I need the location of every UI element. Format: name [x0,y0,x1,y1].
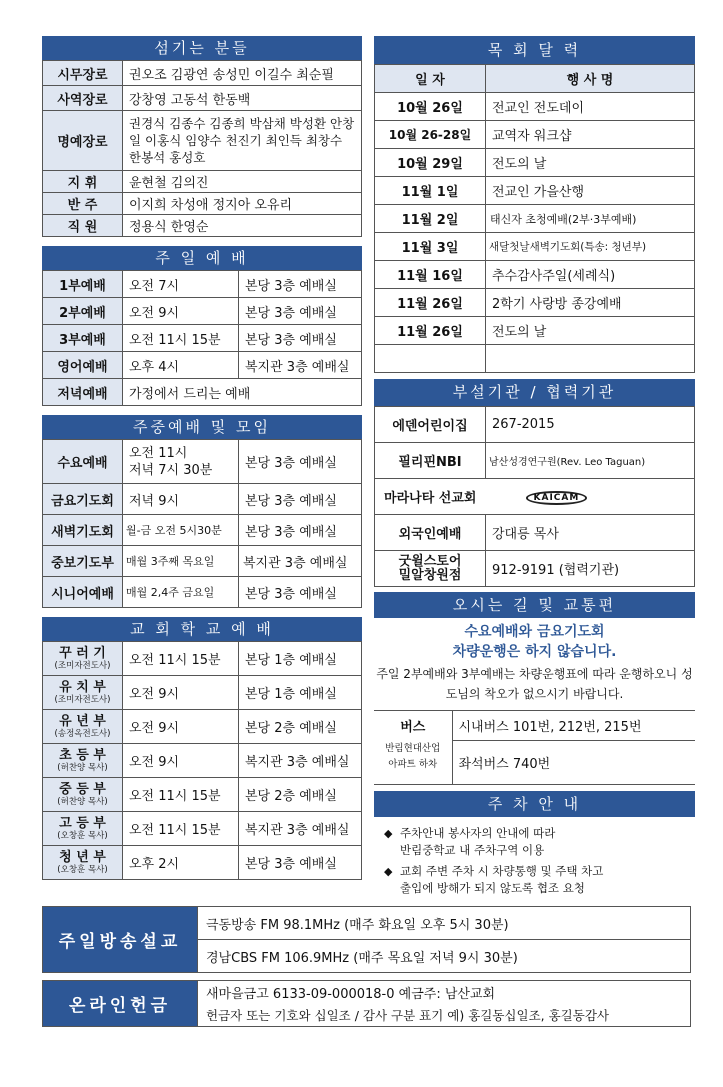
broadcast-line: 경남CBS FM 106.9MHz (매주 목요일 저녁 9시 30분) [198,940,691,973]
dept-leader: (오창훈 목사) [57,864,108,875]
event-date: 11월 26일 [375,317,486,345]
table-row [43,111,362,171]
event-name: 새달첫날새벽기도회(특송: 청년부) [486,233,695,261]
calendar-table [374,64,695,373]
dept-place: 본당 3층 예배실 [239,846,362,880]
seat-bus: 좌석버스 740번 [452,741,695,785]
event-name: 전도의 날 [486,317,695,345]
event-date: 10월 26-28일 [375,121,486,149]
directions-title: 오시는 길 및 교통편 [374,592,695,618]
servers-value: 권경식 김종수 김종희 박삼채 박성환 안창일 이홍식 임양수 천진기 최인득 최창수 한봉석 홍성호 [123,111,362,171]
table-row [375,149,695,177]
table-row [375,317,695,345]
sunday-table [42,270,362,406]
meeting-place: 본당 3층 예배실 [239,484,362,515]
meeting-label: 새벽기도회 [43,515,123,546]
dept-name: 꾸 러 기 [59,645,106,661]
broadcast-label: 주일방송설교 [43,907,198,973]
dept-leader: (조미자전도사) [54,694,111,705]
servers-label: 직 원 [43,215,123,237]
dept-label [43,744,123,778]
meeting-time: 매월 3주째 목요일 [123,546,239,577]
city-bus: 시내버스 101번, 212번, 215번 [452,711,695,741]
dept-place: 본당 1층 예배실 [239,642,362,676]
event-name: 태신자 초청예배(2부·3부예배) [486,205,695,233]
affiliates-table [374,406,695,587]
meeting-place: 복지관 3층 예배실 [239,546,362,577]
calendar-col-date: 일 자 [375,65,486,93]
event-name: 전교인 가을산행 [486,177,695,205]
list-item [384,863,689,897]
table-row [43,379,362,406]
affiliate-value: 남산성경연구원(Rev. Leo Taguan) [486,443,695,479]
table-row [43,440,362,484]
directions-desc: 주일 2부예배와 3부예배는 차량운행표에 따라 운행하오니 성도님의 착오가 없으시기 바랍니다. [376,667,693,701]
dept-name: 고 등 부 [59,815,106,831]
dept-place: 본당 1층 예배실 [239,676,362,710]
dept-name: 초 등 부 [59,747,106,763]
worship-label: 영어예배 [43,352,123,379]
worship-place: 본당 3층 예배실 [239,298,362,325]
dept-time: 오전 9시 [123,710,239,744]
table-row [43,86,362,111]
table-row [43,907,691,940]
bus-table [374,710,695,785]
event-date: 11월 3일 [375,233,486,261]
event-name [486,345,695,373]
parking-title: 주 차 안 내 [374,791,695,817]
servers-title: 섬기는 분들 [42,36,362,60]
table-row [375,93,695,121]
directions-body [374,618,695,704]
affiliate-label: 마라나타 선교회 [375,479,486,515]
event-date [375,345,486,373]
dept-label [43,778,123,812]
event-date: 11월 26일 [375,289,486,317]
bus-label: 버스 [374,711,452,741]
dept-time: 오전 9시 [123,676,239,710]
bus-stop: 반림현대산업 아파트 하차 [374,741,452,785]
dept-label [43,642,123,676]
dept-label [43,676,123,710]
table-row [43,484,362,515]
dept-name: 중 등 부 [59,781,106,797]
worship-place: 복지관 3층 예배실 [239,352,362,379]
dept-time: 오후 2시 [123,846,239,880]
dept-leader: (허찬양 목사) [57,796,108,807]
dept-place: 복지관 3층 예배실 [239,812,362,846]
meeting-label: 금요기도회 [43,484,123,515]
parking-body [374,817,695,901]
right-column [374,36,695,901]
worship-time: 오전 11시 15분 [123,325,239,352]
table-row [43,744,362,778]
school-table [42,641,362,880]
table-row [43,215,362,237]
servers-label: 지 휘 [43,171,123,193]
offering-table [42,980,691,1027]
table-row [374,711,695,741]
table-row [43,271,362,298]
worship-place: 본당 3층 예배실 [239,325,362,352]
event-date: 11월 16일 [375,261,486,289]
affiliate-label: 외국인예배 [375,515,486,551]
table-row [375,233,695,261]
diamond-bullet-icon: ◆ [384,865,393,878]
table-row [374,741,695,785]
list-item [384,825,689,859]
table-row [43,325,362,352]
table-row [375,515,695,551]
table-row [375,261,695,289]
servers-value: 강창영 고동석 한동백 [123,86,362,111]
dept-leader: (송정옥전도사) [54,728,111,739]
table-row [43,61,362,86]
dept-time: 오전 9시 [123,744,239,778]
dept-name: 유 년 부 [59,713,106,729]
affiliate-value: 267-2015 [486,407,695,443]
worship-time: 오전 9시 [123,298,239,325]
broadcast-table [42,906,691,973]
dept-time: 오전 11시 15분 [123,778,239,812]
meeting-place: 본당 3층 예배실 [239,515,362,546]
table-row [375,177,695,205]
event-name: 추수감사주일(세례식) [486,261,695,289]
servers-label: 반 주 [43,193,123,215]
dept-label [43,812,123,846]
meeting-label: 수요예배 [43,440,123,484]
table-row [43,981,691,1004]
worship-time: 오전 7시 [123,271,239,298]
offering-label: 온라인헌금 [43,981,198,1027]
table-row [43,710,362,744]
table-row [43,352,362,379]
event-date: 10월 29일 [375,149,486,177]
event-name: 전도의 날 [486,149,695,177]
affiliate-label: 굿윌스토어 밀알창원점 [375,551,486,587]
table-row [375,205,695,233]
table-row [43,171,362,193]
event-date: 10월 26일 [375,93,486,121]
worship-label: 저녁예배 [43,379,123,406]
table-row [375,551,695,587]
meeting-time: 매월 2,4주 금요일 [123,577,239,608]
directions-notice: 수요예배와 금요기도회 차량운행은 하지 않습니다. [452,624,617,660]
meeting-time: 저녁 9시 [123,484,239,515]
servers-value: 이지희 차성애 정지아 오유리 [123,193,362,215]
table-row [375,443,695,479]
worship-label: 1부예배 [43,271,123,298]
affiliates-title: 부설기관 / 협력기관 [374,379,695,406]
servers-table [42,60,362,237]
left-column [42,36,362,880]
offering-line: 헌금자 또는 기호와 십일조 / 감사 구분 표기 예) 홍길동십일조, 홍길동감사 [198,1004,691,1027]
servers-label: 사역장로 [43,86,123,111]
dept-leader: (오창훈 목사) [57,830,108,841]
dept-place: 본당 2층 예배실 [239,710,362,744]
event-name: 전교인 전도데이 [486,93,695,121]
affiliate-label: 필리핀NBI [375,443,486,479]
table-row [43,298,362,325]
table-row [43,778,362,812]
event-name: 2학기 사랑방 종강예배 [486,289,695,317]
calendar-title: 목 회 달 력 [374,36,695,64]
meeting-time: 월-금 오전 5시30분 [123,515,239,546]
table-row [43,515,362,546]
table-row [43,193,362,215]
kaicam-logo [526,491,588,505]
servers-label: 시무장로 [43,61,123,86]
servers-value: 정용식 한영순 [123,215,362,237]
meeting-label: 시니어예배 [43,577,123,608]
table-row [375,479,695,515]
weekday-title: 주중예배 및 모임 [42,415,362,439]
affiliate-value: 강대릉 목사 [486,515,695,551]
meeting-time: 오전 11시 저녁 7시 30분 [123,440,239,484]
sunday-title: 주 일 예 배 [42,246,362,270]
worship-place: 본당 3층 예배실 [239,271,362,298]
broadcast-line: 극동방송 FM 98.1MHz (매주 화요일 오후 5시 30분) [198,907,691,940]
parking-text: 주차안내 봉사자의 안내에 따라 반림중학교 내 주차구역 이용 [400,826,556,857]
dept-label [43,710,123,744]
table-row [43,676,362,710]
offering-line: 새마을금고 6133-09-000018-0 예금주: 남산교회 [198,981,691,1004]
table-row [375,121,695,149]
table-row [43,812,362,846]
worship-label: 3부예배 [43,325,123,352]
dept-time: 오전 11시 15분 [123,812,239,846]
table-row [375,407,695,443]
table-row [43,642,362,676]
dept-time: 오전 11시 15분 [123,642,239,676]
meeting-place: 본당 3층 예배실 [239,440,362,484]
worship-label: 2부예배 [43,298,123,325]
calendar-header-row [375,65,695,93]
affiliate-logo-cell [486,479,695,515]
servers-value: 윤현철 김의진 [123,171,362,193]
weekday-table [42,439,362,608]
diamond-bullet-icon: ◆ [384,827,393,840]
dept-leader: (조미자전도사) [54,660,111,671]
parking-text: 교회 주변 주차 시 차량통행 및 주택 차고 출입에 방해가 되지 않도록 협조 요청 [400,864,604,895]
table-row [375,345,695,373]
kaicam-logo-text: KAICAM [533,492,580,503]
dept-leader: (허찬양 목사) [57,762,108,773]
servers-label: 명예장로 [43,111,123,171]
event-date: 11월 1일 [375,177,486,205]
affiliate-label: 에덴어린이집 [375,407,486,443]
school-title: 교 회 학 교 예 배 [42,617,362,641]
table-row [43,577,362,608]
meeting-place: 본당 3층 예배실 [239,577,362,608]
worship-time: 오후 4시 [123,352,239,379]
event-date: 11월 2일 [375,205,486,233]
affiliate-value: 912-9191 (협력기관) [486,551,695,587]
dept-name: 청 년 부 [59,849,106,865]
table-row [43,546,362,577]
table-row [375,289,695,317]
dept-name: 유 치 부 [59,679,106,695]
event-name: 교역자 워크샵 [486,121,695,149]
dept-place: 본당 2층 예배실 [239,778,362,812]
worship-time: 가정에서 드리는 예배 [123,379,362,406]
dept-label [43,846,123,880]
servers-value: 권오조 김광연 송성민 이길수 최순필 [123,61,362,86]
meeting-label: 중보기도부 [43,546,123,577]
calendar-col-event: 행 사 명 [486,65,695,93]
table-row [43,846,362,880]
dept-place: 복지관 3층 예배실 [239,744,362,778]
